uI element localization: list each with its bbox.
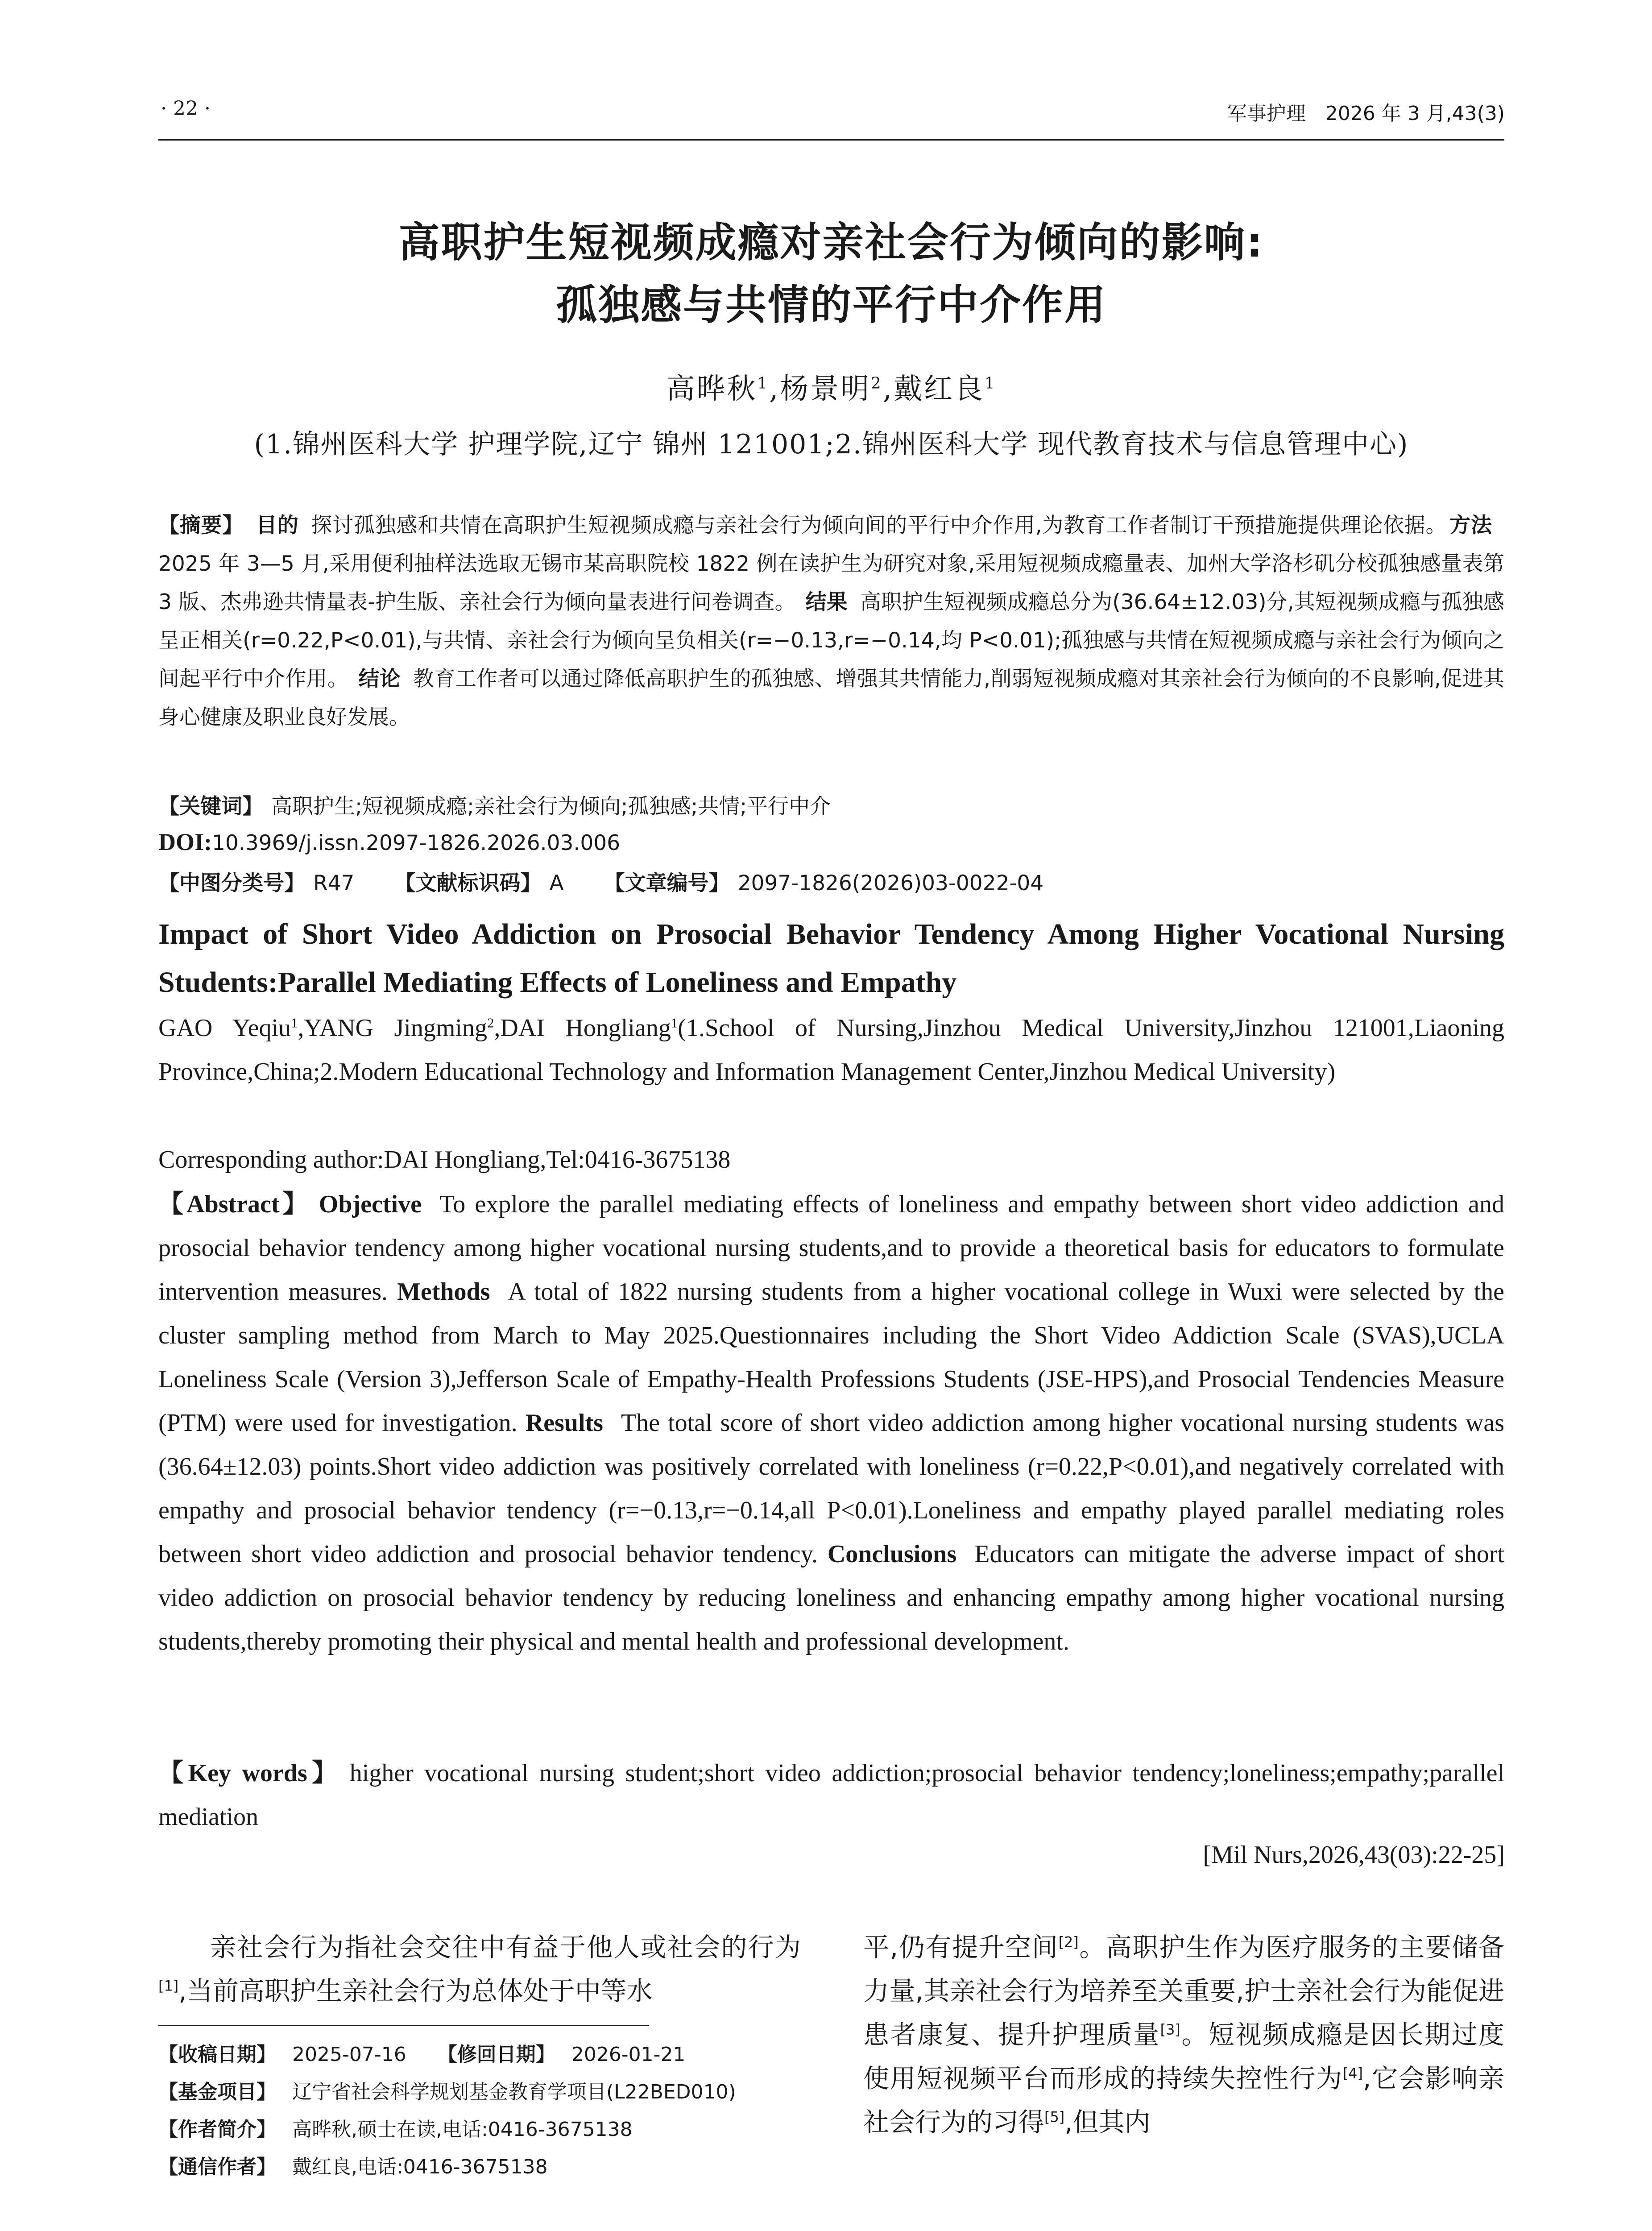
body-text: 。短视频成瘾是因长期过度使用短视频平台而形成的持续失控性行为 [863, 2020, 1504, 2094]
body-text: ,但其内 [1064, 2107, 1151, 2137]
en-objective-label: Objective [319, 1190, 422, 1218]
en-affiliation: (1.School of Nursing,Jinzhou Medical University,Jinzhou 121001,Liaoning Province,China;2.Modern Educational Technology and Information Management Center,Jinzhou Medical University) [158, 1014, 1504, 1086]
en-conclusions-text: Educators can mitigate the adverse impact of short video addiction on prosocial behavior tendency by reducing loneliness and enhancing empathy among higher vocational nursing students,thereby promoting their physical and mental health and professional development. [158, 1540, 1505, 1655]
cn-objective-text: 探讨孤独感和共情在高职护生短视频成瘾与亲社会行为倾向间的平行中介作用,为教育工作者制订干预措施提供理论依据。 [311, 513, 1447, 538]
author-separator: , [769, 373, 780, 406]
cn-results-text: 高职护生短视频成瘾总分为(36.64±12.03)分,其短视频成瘾与孤独感呈正相关(r=0.22,P<0.01),与共情、亲社会行为倾向呈负相关(r=−0.13,r=−0.14,均 P<0.01);孤独感与共情在短视频成瘾与亲社会行为倾向之间起平行中介作用。 [158, 590, 1504, 691]
author-affil-mark: 2 [871, 374, 883, 393]
cn-abstract-label: 【摘要】 [158, 513, 244, 538]
cn-keywords [158, 790, 831, 820]
footnote-fund [158, 2076, 736, 2104]
footnote-dates [158, 2038, 685, 2067]
clc-value: R47 [313, 871, 355, 896]
en-abstract [158, 1182, 1504, 1663]
body-text: 亲社会行为指社会交往中有益于他人或社会的行为 [210, 1932, 801, 1962]
en-objective-text: To explore the parallel mediating effects of loneliness and empathy between short video addiction and prosocial behavior tendency among higher vocational nursing students,and to provide a theoretical basis for educators to formulate intervention measures. [158, 1190, 1504, 1306]
en-title: Impact of Short Video Addiction on Prosocial Behavior Tendency Among Higher Vocational Nursing Students:Parallel Mediating Effects of Loneliness and Empathy [158, 918, 1504, 999]
author-affil-mark: 1 [757, 374, 769, 393]
body-text: 。高职护生作为医疗服务的主要储备力量,其亲社会行为培养至关重要,护士亲社会行为能促进患者康复、提升护理质量 [863, 1932, 1504, 2050]
doc-code-label: 【文献标识码】 [394, 871, 542, 896]
cn-methods-label: 方法 [1449, 513, 1492, 538]
body-column-right [863, 1925, 1504, 2144]
cn-objective-label: 目的 [256, 513, 299, 538]
doi-value: 10.3969/j.issn.2097-1826.2026.03.006 [212, 831, 621, 855]
cn-abstract [158, 506, 1504, 737]
author-name: 杨景明 [780, 373, 871, 406]
author-separator: , [882, 373, 894, 406]
en-author-affil-mark: 1 [291, 1015, 298, 1031]
classification-row [158, 867, 1043, 896]
clc-label: 【中图分类号】 [158, 871, 305, 896]
paper-title-line-1: 高职护生短视频成瘾对亲社会行为倾向的影响: [398, 219, 1264, 266]
en-author-name: YANG Jingming [304, 1014, 487, 1042]
corr-text: 戴红良,电话:0416-3675138 [292, 2156, 548, 2178]
revised-label: 【修回日期】 [437, 2043, 555, 2066]
cn-methods-text: 2025 年 3—5 月,采用便利抽样法选取无锡市某高职院校 1822 例在读护生为研究对象,采用短视频成瘾量表、加州大学洛杉矶分校孤独感量表第 3 版、杰弗逊共情量表-护生版、亲社会行为倾向量表进行问卷调查。 [158, 552, 1504, 614]
en-author-name: GAO Yeqiu [158, 1014, 291, 1042]
reference-mark: [4] [1342, 2065, 1363, 2082]
page-number: · 22 · [161, 97, 211, 120]
footnote-rule [158, 2025, 649, 2026]
en-keywords-text: higher vocational nursing student;short video addiction;prosocial behavior tendency;loneliness;empathy;parallel mediation [158, 1759, 1504, 1831]
revised-date: 2026-01-21 [571, 2043, 686, 2066]
reference-mark: [1] [158, 1977, 179, 1995]
en-authors [158, 1006, 1504, 1094]
en-author-separator: , [298, 1014, 304, 1042]
footnote-corresponding [158, 2151, 548, 2179]
paper-title-line-2: 孤独感与共情的平行中介作用 [555, 281, 1107, 329]
en-keywords [158, 1751, 1504, 1839]
author-name: 高晔秋 [666, 373, 758, 406]
en-conclusions-label: Conclusions [827, 1540, 957, 1568]
footnote-author [158, 2113, 633, 2142]
en-methods-label: Methods [397, 1278, 490, 1306]
en-keywords-label: 【Key words】 [158, 1759, 342, 1787]
fund-text: 辽宁省社会科学规划基金教育学项目(L22BED010) [292, 2081, 736, 2103]
author-list [134, 366, 1529, 407]
received-date: 2025-07-16 [292, 2043, 406, 2066]
author-name: 戴红良 [894, 373, 985, 406]
cn-results-label: 结果 [805, 590, 848, 614]
en-abstract-label: 【Abstract】 [158, 1190, 311, 1218]
cn-keywords-text: 高职护生;短视频成瘾;亲社会行为倾向;孤独感;共情;平行中介 [271, 794, 831, 819]
body-column-left [158, 1925, 801, 2013]
body-text: ,当前高职护生亲社会行为总体处于中等水 [178, 1976, 653, 2006]
doc-code-value: A [549, 871, 564, 896]
body-text: ,它会影响亲社会行为的习得 [863, 2063, 1504, 2137]
cn-conclusion-text: 教育工作者可以通过降低高职护生的孤独感、增强其共情能力,削弱短视频成瘾对其亲社会行为倾向的不良影响,促进其身心健康及职业良好发展。 [158, 667, 1504, 730]
fund-label: 【基金项目】 [158, 2081, 276, 2103]
article-no-value: 2097-1826(2026)03-0022-04 [737, 871, 1044, 896]
corresponding-author: Corresponding author:DAI Hongliang,Tel:0416-3675138 [158, 1146, 731, 1174]
en-results-label: Results [525, 1409, 603, 1437]
reference-mark: [3] [1160, 2021, 1180, 2038]
affiliation: (1.锦州医科大学 护理学院,辽宁 锦州 121001;2.锦州医科大学 现代教育技术与信息管理中心) [254, 429, 1409, 460]
body-text: 平,仍有提升空间 [863, 1932, 1059, 1962]
reference-mark: [2] [1058, 1933, 1079, 1951]
doi [158, 828, 620, 856]
article-no-label: 【文章编号】 [604, 871, 730, 896]
en-author-affil-mark: 1 [671, 1015, 678, 1031]
en-author-separator: , [494, 1014, 501, 1042]
author-bio-label: 【作者简介】 [158, 2118, 276, 2141]
doi-label: DOI: [158, 829, 212, 855]
journal-header: 军事护理 2026 年 3 月,43(3) [1227, 102, 1505, 125]
author-bio-text: 高晔秋,硕士在读,电话:0416-3675138 [292, 2118, 633, 2141]
en-methods-text: A total of 1822 nursing students from a higher vocational college in Wuxi were selected by the cluster sampling method from March to May 2025.Questionnaires including the Short Video Addiction Scale (SVAS),UCLA Loneliness Scale (Version 3),Jefferson Scale of Empathy-Health Professions Students (JSE-HPS),and Prosocial Tendencies Measure (PTM) were used for investigation. [158, 1278, 1504, 1437]
received-label: 【收稿日期】 [158, 2043, 276, 2066]
en-author-affil-mark: 2 [487, 1015, 494, 1031]
author-affil-mark: 1 [985, 374, 997, 393]
citation: [Mil Nurs,2026,43(03):22-25] [1203, 1841, 1505, 1869]
cn-conclusion-label: 结论 [358, 667, 401, 691]
header-rule [158, 139, 1504, 141]
corr-label: 【通信作者】 [158, 2156, 276, 2178]
cn-keywords-label: 【关键词】 [158, 794, 263, 819]
en-author-name: DAI Hongliang [500, 1014, 671, 1042]
reference-mark: [5] [1044, 2108, 1065, 2126]
en-results-text: The total score of short video addiction among higher vocational nursing students was (36.64±12.03) points.Short video addiction was positively correlated with loneliness (r=0.22,P<0.01),and negatively correlated with empathy and prosocial behavior tendency (r=−0.13,r=−0.14,all P<0.01).Loneliness and empathy played parallel mediating roles between short video addiction and prosocial behavior tendency. [158, 1409, 1505, 1568]
